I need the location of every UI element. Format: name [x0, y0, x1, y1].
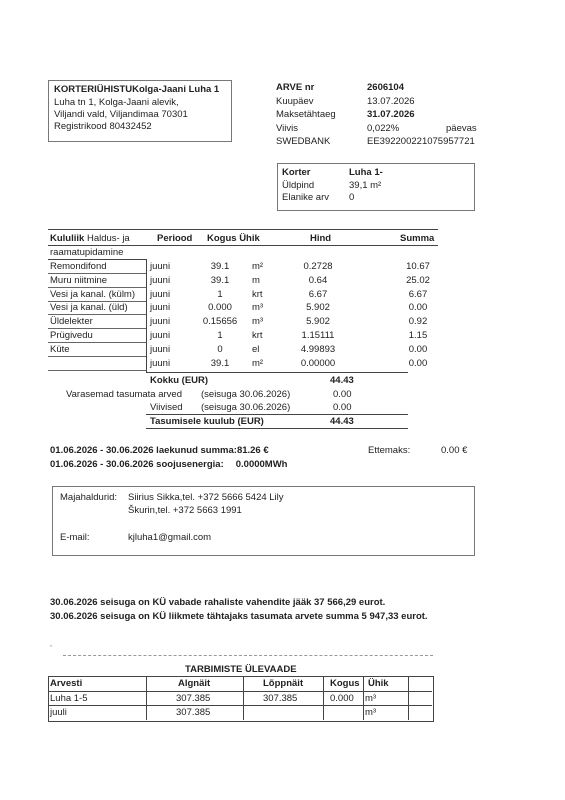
cost-qty: 0.000	[208, 302, 232, 314]
cost-period: juuni	[150, 302, 171, 314]
company-name: KORTERIÜHISTUKolga-Jaani Luha 1	[54, 84, 220, 95]
cost-price: 0.2728	[303, 261, 333, 272]
due-bottom-line	[146, 428, 408, 429]
invoice-value: 31.07.2026	[367, 109, 415, 120]
costs-header-item-rest: Haldus- ja	[84, 233, 130, 244]
costs-header-bottom-line	[48, 245, 438, 246]
cost-label: Prügivedu	[50, 330, 93, 341]
cost-unit: m³	[252, 316, 264, 328]
consumption-cell-unit: m³	[365, 707, 377, 718]
cost-price: 6.67	[308, 288, 328, 300]
cost-unit: m²	[252, 261, 264, 272]
cost-unit: el	[252, 343, 260, 355]
cost-qty: 39.1	[210, 357, 230, 369]
prev-unpaid-label: Varasemad tasumata arved	[66, 389, 182, 400]
invoice-label: ARVE nr	[276, 82, 315, 93]
cost-qty: 1	[217, 330, 223, 341]
cost-sum: 0.92	[408, 316, 428, 328]
cost-row-line	[48, 370, 146, 371]
consumption-cell-meter: Luha 1-5	[50, 692, 88, 704]
apartment-label: Elanike arv	[282, 192, 329, 203]
company-regcode: Registrikood 80432452	[54, 121, 152, 132]
cut-line	[63, 655, 433, 656]
cost-label: Vesi ja kanal. (külm)	[50, 288, 136, 300]
cost-price: 4.99893	[300, 343, 336, 355]
cost-label: Üldelekter	[50, 316, 93, 328]
costs-divider	[48, 259, 146, 260]
late-fees-label: Viivised	[150, 402, 183, 413]
cost-sum: 6.67	[408, 288, 428, 300]
cost-qty: 39.1	[210, 274, 230, 286]
cost-unit: m²	[252, 357, 264, 369]
email-label: E-mail:	[60, 532, 90, 543]
cost-price: 0.00000	[300, 357, 336, 369]
cut-mark: "	[50, 645, 53, 652]
consumption-col-line	[243, 676, 244, 720]
manager-line1: Siirius Sikka,tel. +372 5666 5424 Lily	[128, 492, 284, 503]
late-fees-state: (seisuga 30.06.2026)	[201, 402, 291, 413]
consumption-title: TARBIMISTE ÜLEVAADE	[185, 664, 297, 675]
costs-header-qty-unit: Kogus Ühik	[207, 233, 260, 244]
costs-total-label: Kokku (EUR)	[150, 375, 209, 386]
costs-total-value: 44.43	[330, 375, 354, 386]
heat-energy-label: 01.06.2026 - 30.06.2026 soojusenergia:	[50, 459, 224, 470]
costs-header-item-bold: Kululiik	[50, 233, 85, 244]
invoice-label: Kuupäev	[276, 95, 314, 107]
apartment-label: Üldpind	[282, 179, 315, 191]
invoice-value: 13.07.2026	[367, 95, 415, 107]
cost-period: juuni	[150, 288, 171, 300]
apartment-label: Korter	[282, 167, 311, 178]
cost-unit: krt	[252, 330, 263, 341]
late-fees-value: 0.00	[333, 402, 352, 413]
consumption-cell-end: 307.385	[263, 692, 298, 704]
free-funds-note: 30.06.2026 seisuga on KÜ vabade rahaliste vahendite jääk 37 566,29 eurot.	[50, 597, 386, 608]
amount-due-label: Tasumisele kuulub (EUR)	[150, 416, 264, 427]
consumption-cell-unit: m³	[365, 692, 377, 704]
heat-energy-line	[50, 459, 288, 470]
company-address-line1: Luha tn 1, Kolga-Jaani alevik,	[54, 97, 179, 108]
consumption-header: Arvesti	[50, 678, 83, 689]
costs-total-line	[146, 372, 408, 373]
cost-sum: 0.00	[408, 302, 428, 314]
email-value[interactable]: kjluha1@gmail.com	[128, 532, 212, 543]
apartment-value: 39,1 m²	[349, 179, 382, 191]
consumption-cell-start: 307.385	[176, 707, 211, 718]
invoice-extra: päevas	[446, 122, 477, 134]
cost-label: Küte	[50, 343, 70, 355]
cost-unit: m³	[252, 302, 264, 314]
cost-price: 5.902	[306, 302, 330, 314]
invoice-value: 0,022%	[367, 122, 400, 134]
unpaid-invoices-note: 30.06.2026 seisuga on KÜ liikmete tähtajaks tasumata arvete summa 5 947,33 eurot.	[50, 611, 428, 622]
apartment-value: 0	[349, 192, 355, 203]
consumption-header: Ühik	[368, 678, 389, 689]
prev-unpaid-state: (seisuga 30.06.2026)	[201, 389, 291, 400]
cost-period: juuni	[150, 343, 171, 355]
costs-column-line	[146, 259, 147, 372]
consumption-row-line	[48, 705, 432, 706]
costs-header-period: Periood	[157, 233, 193, 244]
prev-unpaid-value: 0.00	[333, 389, 352, 400]
cost-label: Vesi ja kanal. (üld)	[50, 302, 128, 314]
cost-period: juuni	[150, 316, 171, 328]
manager-line2: Škurin,tel. +372 5663 1991	[128, 505, 242, 516]
consumption-header: Algnäit	[178, 678, 211, 689]
cost-period: juuni	[150, 274, 171, 286]
costs-header-top-line	[48, 229, 438, 230]
cost-price: 5.902	[306, 316, 330, 328]
costs-header-item	[50, 233, 130, 244]
cost-sum: 0.00	[408, 357, 428, 369]
cost-period: juuni	[150, 261, 171, 272]
manager-label: Majahaldurid:	[60, 492, 118, 503]
apartment-value: Luha 1-	[349, 167, 383, 178]
consumption-cell-start: 307.385	[176, 692, 211, 704]
heat-energy-value: 0.0000MWh	[235, 459, 288, 470]
received-sum-line: 01.06.2026 - 30.06.2026 laekunud summa:81.26 €	[50, 445, 269, 456]
cost-label: Remondifond	[50, 261, 107, 272]
cost-sum: 0.00	[408, 343, 428, 355]
consumption-col-line	[363, 676, 364, 720]
prepayment-label: Ettemaks:	[368, 445, 411, 456]
cost-sum: 10.67	[406, 261, 430, 272]
cost-qty: 39.1	[210, 261, 230, 272]
consumption-cell-meter: juuli	[50, 707, 67, 718]
amount-due-value: 44.43	[330, 416, 354, 427]
cost-period: juuni	[150, 330, 171, 341]
consumption-row-line	[48, 691, 432, 692]
consumption-col-line	[408, 676, 409, 720]
cost-row-line	[48, 356, 146, 357]
invoice-label: SWEDBANK	[276, 136, 331, 147]
cost-unit: krt	[252, 288, 263, 300]
costs-first-row-label: raamatupidamine	[50, 247, 124, 258]
cost-sum: 25.02	[406, 274, 430, 286]
costs-header-sum: Summa	[400, 233, 435, 244]
consumption-header: Lõppnäit	[263, 678, 304, 689]
consumption-header: Kogus	[330, 678, 360, 689]
invoice-value: 2606104	[367, 82, 404, 93]
cost-qty: 0.15656	[202, 316, 238, 328]
company-address-line2: Viljandi vald, Viljandimaa 70301	[54, 109, 188, 120]
cost-price: 0.64	[308, 274, 328, 286]
consumption-col-line	[323, 676, 324, 720]
consumption-cell-qty: 0.000	[330, 692, 354, 704]
cost-qty: 1	[217, 288, 223, 300]
prepayment-value: 0.00 €	[441, 445, 468, 456]
invoice-label: Maksetähtaeg	[276, 109, 336, 120]
due-top-line	[146, 414, 408, 415]
cost-label: Muru niitmine	[50, 274, 108, 286]
cost-sum: 1.15	[408, 330, 428, 341]
cost-price: 1.15111	[301, 330, 335, 341]
cost-unit: m	[252, 274, 260, 286]
costs-header-price: Hind	[310, 233, 332, 244]
invoice-label: Viivis	[276, 122, 298, 134]
cost-period: juuni	[150, 357, 171, 369]
invoice-value: EE392200221075957721	[367, 136, 475, 147]
consumption-col-line	[146, 676, 147, 720]
cost-qty: 0	[217, 343, 223, 355]
